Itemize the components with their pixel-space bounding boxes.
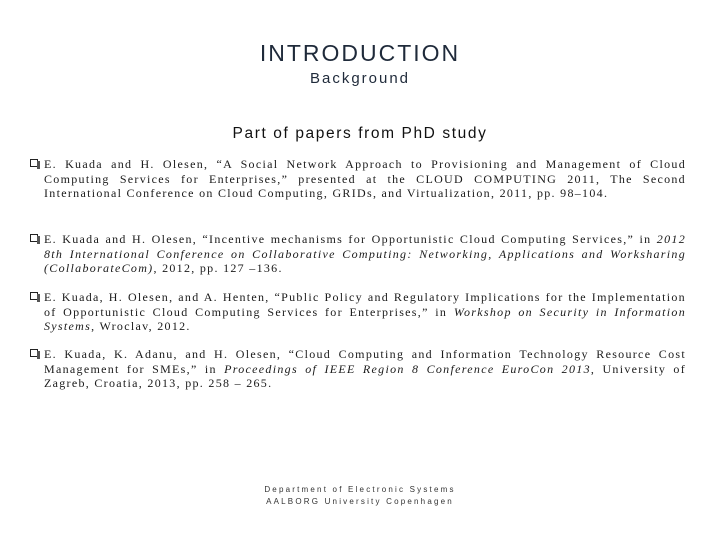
footer-university: AALBORG University Copenhagen	[266, 497, 454, 506]
reference-text-end: , University of Zagreb, Croatia, 2013, pp. 258 – 265.	[44, 361, 687, 390]
reference-venue: 2012 8th International Conference on Collaborative Computing: Networking, Applications and Worksharing (CollaborateCom)	[44, 232, 686, 275]
footer-department: Department of Electronic Systems	[264, 485, 456, 494]
section-heading: Part of papers from PhD study	[232, 125, 488, 142]
reference-text: E. Kuada and H. Olesen, “A Social Network Approach to Provisioning and Management of Cloud Computing Services for Enterprises,” presented at the CLOUD COMPUTING 2011, The Second International Conference on Cloud Computing, GRIDs, and Virtualization, 2011, pp. 98–104.	[44, 157, 686, 200]
reference-text: E. Kuada and H. Olesen, “Incentive mechanisms for Opportunistic Cloud Computing Services,” in	[44, 232, 657, 246]
reference-item	[30, 290, 686, 334]
reference-text: E. Kuada, K. Adanu, and H. Olesen, “Cloud Computing and Information Technology Resource Cost Management for SMEs,” in	[44, 347, 686, 376]
reference-text-end: , 2012, pp. 127 –136.	[153, 261, 283, 275]
page-title: INTRODUCTION	[259, 40, 461, 66]
reference-text: E. Kuada, H. Olesen, and A. Henten, “Public Policy and Regulatory Implications for the Implementation of Opportunistic Cloud Computing Services for Enterprises,” in	[44, 290, 686, 319]
square-bullet-icon	[30, 292, 38, 300]
reference-text-end: , Wroclav, 2012.	[91, 319, 191, 333]
square-bullet-icon	[30, 159, 38, 167]
reference-venue: Workshop on Security in Information Systems	[44, 304, 686, 333]
square-bullet-icon	[30, 349, 38, 357]
reference-item	[30, 232, 686, 276]
page-subtitle: Background	[309, 70, 411, 87]
reference-venue: Proceedings of IEEE Region 8 Conference EuroCon 2013	[224, 361, 591, 376]
reference-item	[30, 347, 686, 391]
square-bullet-icon	[30, 234, 38, 242]
reference-item	[30, 157, 686, 201]
